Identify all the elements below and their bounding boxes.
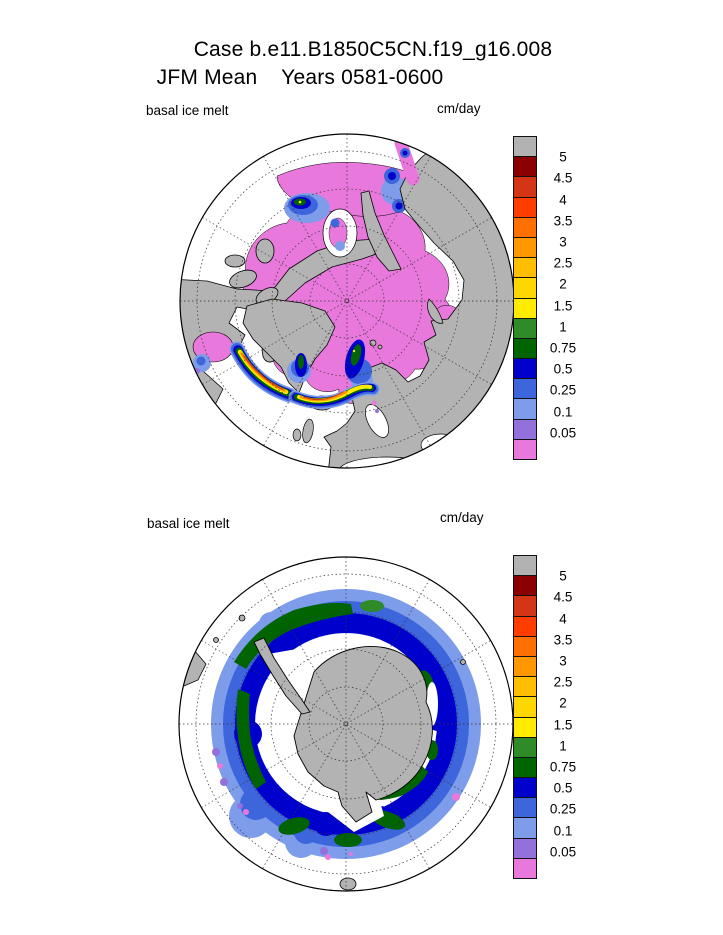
bottom-panel-units-label: cm/day [440,510,484,525]
top-panel-variable-label: basal ice melt [146,103,229,118]
colorbar-cell [513,338,537,359]
colorbar-cells [513,136,537,460]
colorbar-label: 0.1 [553,404,573,420]
colorbar-label: 0.05 [549,425,577,441]
colorbar-label: 5 [559,149,567,165]
colorbar-label: 4 [559,611,567,627]
colorbar-label: 0.75 [549,340,577,356]
colorbar-cell [513,378,537,399]
colorbar-cell [513,136,537,157]
colorbar-label: 0.1 [553,823,573,839]
colorbar-label: 4.5 [553,589,573,605]
colorbar-cell [513,197,537,218]
colorbar-cell [513,298,537,319]
colorbar-label: 4.5 [553,170,573,186]
colorbar-label: 0.05 [549,844,577,860]
colorbar-cell [513,636,537,657]
top-panel-units-label: cm/day [437,101,481,116]
colorbar-cell [513,737,537,758]
colorbar-label: 2.5 [553,674,573,690]
colorbar-label: 1.5 [553,717,573,733]
colorbar-cell [513,616,537,637]
colorbar-cell [513,237,537,258]
colorbar-cell [513,156,537,177]
colorbar-bottom [513,555,583,894]
colorbar-label: 0.5 [553,780,573,796]
colorbar-cell [513,676,537,697]
colorbar-cell [513,656,537,677]
colorbar-label: 1 [559,738,567,754]
colorbar-label: 1 [559,319,567,335]
colorbar-cell [513,777,537,798]
colorbar-label: 3 [559,653,567,669]
colorbar-cell [513,257,537,278]
colorbar-label: 0.25 [549,801,577,817]
colorbar-label: 1.5 [553,298,573,314]
arctic-map [177,131,517,471]
colorbar-top [513,136,583,475]
colorbar-cells [513,555,537,879]
colorbar-label: 0.25 [549,382,577,398]
colorbar-label: 4 [559,192,567,208]
colorbar-cell [513,757,537,778]
page-subtitle: JFM Mean Years 0581-0600 [156,66,444,89]
colorbar-label: 3 [559,234,567,250]
colorbar-cell [513,817,537,838]
sea-of-okhotsk [323,209,357,257]
antarctic-map [176,554,516,894]
colorbar-cell [513,555,537,576]
colorbar-label: 3.5 [553,213,573,229]
colorbar-cell [513,575,537,596]
page-title: Case b.e11.B1850C5CN.f19_g16.008 [193,38,553,61]
colorbar-cell [513,398,537,419]
colorbar-cell [513,595,537,616]
colorbar-cell [513,838,537,859]
colorbar-label: 0.75 [549,759,577,775]
colorbar-cell [513,696,537,717]
colorbar-label: 2 [559,276,567,292]
colorbar-cell [513,318,537,339]
bottom-panel-variable-label: basal ice melt [147,516,230,531]
colorbar-cell [513,277,537,298]
colorbar-label: 0.5 [553,361,573,377]
colorbar-cell [513,797,537,818]
colorbar-cell [513,176,537,197]
colorbar-cell [513,858,537,879]
colorbar-cell [513,358,537,379]
colorbar-cell [513,439,537,460]
colorbar-label: 2 [559,695,567,711]
colorbar-label: 2.5 [553,255,573,271]
colorbar-cell [513,419,537,440]
colorbar-cell [513,717,537,738]
colorbar-label: 3.5 [553,632,573,648]
colorbar-label: 5 [559,568,567,584]
colorbar-cell [513,217,537,238]
